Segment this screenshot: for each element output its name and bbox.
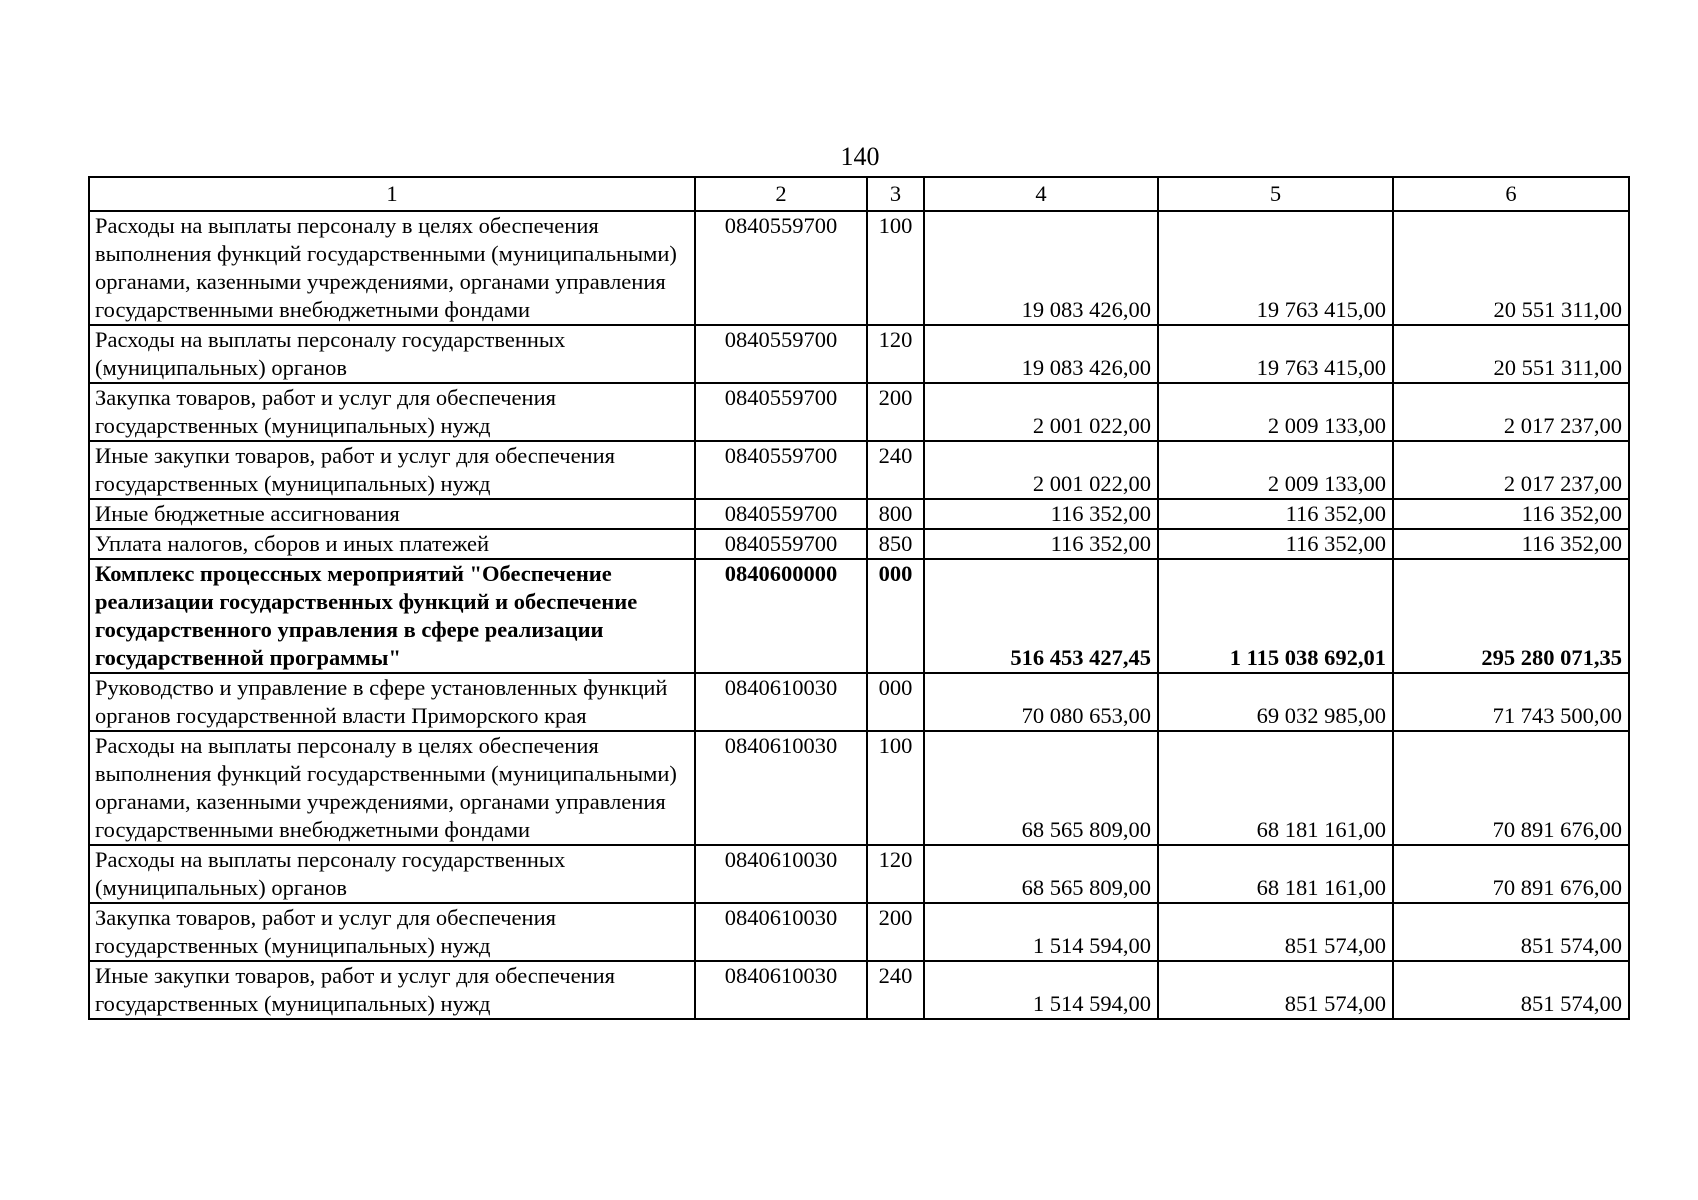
row-value-cell: 68 181 161,00 — [1158, 731, 1393, 845]
row-value-cell: 1 514 594,00 — [924, 903, 1158, 961]
row-code-cell: 0840559700 — [695, 211, 867, 325]
row-name-cell: Закупка товаров, работ и услуг для обеспечения государственных (муниципальных) нужд — [89, 903, 695, 961]
row-code-cell: 0840610030 — [695, 961, 867, 1019]
table-row — [89, 325, 1629, 383]
row-value-cell: 20 551 311,00 — [1393, 211, 1629, 325]
row-value-cell: 69 032 985,00 — [1158, 673, 1393, 731]
row-name-cell: Расходы на выплаты персоналу в целях обеспечения выполнения функций государственными (муниципальными) органами, казенными учреждениями, органами управления государственными внебюджетными фондами — [89, 731, 695, 845]
row-code-cell: 0840559700 — [695, 325, 867, 383]
row-value-cell: 68 181 161,00 — [1158, 845, 1393, 903]
row-value-cell: 70 891 676,00 — [1393, 731, 1629, 845]
column-header: 1 — [89, 177, 695, 211]
row-value-cell: 2 009 133,00 — [1158, 383, 1393, 441]
row-value-cell: 68 565 809,00 — [924, 845, 1158, 903]
row-type-cell: 200 — [867, 903, 924, 961]
row-type-cell: 000 — [867, 673, 924, 731]
row-value-cell: 2 017 237,00 — [1393, 383, 1629, 441]
row-name-cell: Уплата налогов, сборов и иных платежей — [89, 529, 695, 559]
table-row — [89, 441, 1629, 499]
row-value-cell: 19 763 415,00 — [1158, 325, 1393, 383]
row-code-cell: 0840559700 — [695, 529, 867, 559]
row-value-cell: 68 565 809,00 — [924, 731, 1158, 845]
row-type-cell: 120 — [867, 325, 924, 383]
row-value-cell: 116 352,00 — [1158, 529, 1393, 559]
table-row — [89, 903, 1629, 961]
row-name-cell: Комплекс процессных мероприятий "Обеспечение реализации государственных функций и обеспечение государственного управления в сфере реализации государственной программы" — [89, 559, 695, 673]
row-name-cell: Иные бюджетные ассигнования — [89, 499, 695, 529]
row-code-cell: 0840610030 — [695, 845, 867, 903]
row-value-cell: 851 574,00 — [1158, 961, 1393, 1019]
row-code-cell: 0840610030 — [695, 903, 867, 961]
row-value-cell: 70 080 653,00 — [924, 673, 1158, 731]
row-code-cell: 0840600000 — [695, 559, 867, 673]
row-value-cell: 116 352,00 — [924, 499, 1158, 529]
row-name-cell: Иные закупки товаров, работ и услуг для обеспечения государственных (муниципальных) нужд — [89, 441, 695, 499]
row-type-cell: 850 — [867, 529, 924, 559]
row-name-cell: Руководство и управление в сфере установленных функций органов государственной власти Приморского края — [89, 673, 695, 731]
row-code-cell: 0840559700 — [695, 441, 867, 499]
row-name-cell: Иные закупки товаров, работ и услуг для обеспечения государственных (муниципальных) нужд — [89, 961, 695, 1019]
column-header: 5 — [1158, 177, 1393, 211]
row-code-cell: 0840559700 — [695, 383, 867, 441]
row-name-cell: Закупка товаров, работ и услуг для обеспечения государственных (муниципальных) нужд — [89, 383, 695, 441]
row-value-cell: 19 763 415,00 — [1158, 211, 1393, 325]
row-value-cell: 2 001 022,00 — [924, 383, 1158, 441]
page-number: 140 — [840, 142, 880, 171]
row-value-cell: 1 514 594,00 — [924, 961, 1158, 1019]
row-value-cell: 71 743 500,00 — [1393, 673, 1629, 731]
row-value-cell: 116 352,00 — [1393, 499, 1629, 529]
row-value-cell: 851 574,00 — [1393, 961, 1629, 1019]
budget-table — [88, 176, 1630, 1020]
row-value-cell: 1 115 038 692,01 — [1158, 559, 1393, 673]
row-code-cell: 0840610030 — [695, 673, 867, 731]
row-value-cell: 70 891 676,00 — [1393, 845, 1629, 903]
row-type-cell: 100 — [867, 211, 924, 325]
row-name-cell: Расходы на выплаты персоналу государственных (муниципальных) органов — [89, 845, 695, 903]
table-row — [89, 559, 1629, 673]
row-type-cell: 120 — [867, 845, 924, 903]
column-header: 6 — [1393, 177, 1629, 211]
row-value-cell: 20 551 311,00 — [1393, 325, 1629, 383]
row-code-cell: 0840559700 — [695, 499, 867, 529]
table-row — [89, 529, 1629, 559]
column-header: 2 — [695, 177, 867, 211]
row-value-cell: 19 083 426,00 — [924, 211, 1158, 325]
table-row — [89, 383, 1629, 441]
row-value-cell: 116 352,00 — [1158, 499, 1393, 529]
table-row — [89, 211, 1629, 325]
row-name-cell: Расходы на выплаты персоналу государственных (муниципальных) органов — [89, 325, 695, 383]
row-value-cell: 2 001 022,00 — [924, 441, 1158, 499]
row-value-cell: 19 083 426,00 — [924, 325, 1158, 383]
row-type-cell: 200 — [867, 383, 924, 441]
row-type-cell: 100 — [867, 731, 924, 845]
row-value-cell: 516 453 427,45 — [924, 559, 1158, 673]
row-value-cell: 116 352,00 — [1393, 529, 1629, 559]
row-value-cell: 116 352,00 — [924, 529, 1158, 559]
table-header-row — [89, 177, 1629, 211]
column-header: 4 — [924, 177, 1158, 211]
table-row — [89, 845, 1629, 903]
row-type-cell: 000 — [867, 559, 924, 673]
row-type-cell: 240 — [867, 441, 924, 499]
row-name-cell: Расходы на выплаты персоналу в целях обеспечения выполнения функций государственными (муниципальными) органами, казенными учреждениями, органами управления государственными внебюджетными фондами — [89, 211, 695, 325]
table-row — [89, 499, 1629, 529]
column-header: 3 — [867, 177, 924, 211]
row-value-cell: 851 574,00 — [1393, 903, 1629, 961]
row-code-cell: 0840610030 — [695, 731, 867, 845]
row-type-cell: 240 — [867, 961, 924, 1019]
row-type-cell: 800 — [867, 499, 924, 529]
row-value-cell: 295 280 071,35 — [1393, 559, 1629, 673]
row-value-cell: 851 574,00 — [1158, 903, 1393, 961]
row-value-cell: 2 009 133,00 — [1158, 441, 1393, 499]
table-row — [89, 961, 1629, 1019]
table-row — [89, 731, 1629, 845]
row-value-cell: 2 017 237,00 — [1393, 441, 1629, 499]
table-row — [89, 673, 1629, 731]
